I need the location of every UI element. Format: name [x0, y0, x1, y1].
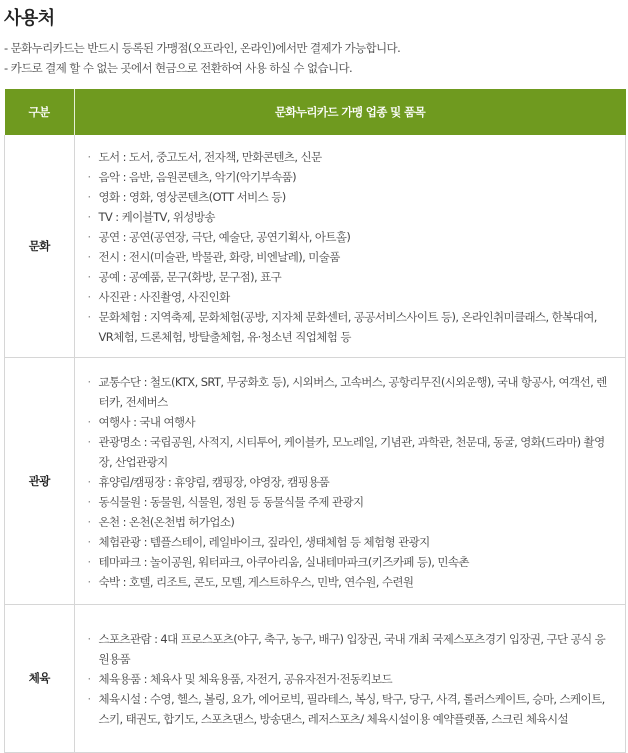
item-list	[87, 362, 614, 600]
list-item: · 스포츠관람 : 4대 프로스포츠(야구, 축구, 농구, 배구) 입장권, 국내 개최 국제스포츠경기 입장권, 구단 공식 응원용품	[87, 629, 614, 669]
list-item: · 휴양림/캠핑장 : 휴양림, 캠핑장, 야영장, 캠핑용품	[87, 472, 614, 492]
list-item: · 테마파크 : 놀이공원, 워터파크, 아쿠아리움, 실내테마파크(키즈카페 등), 민속촌	[87, 552, 614, 572]
category-items-cell	[74, 357, 626, 604]
list-item: · 체육용품 : 체육사 및 체육용품, 자전거, 공유자전거·전동킥보드	[87, 669, 614, 689]
category-items-cell	[74, 604, 626, 752]
list-item: · 전시 : 전시(미술관, 박물관, 화랑, 비엔날레), 미술품	[87, 247, 614, 267]
list-item: · 도서 : 도서, 중고도서, 전자책, 만화콘텐츠, 신문	[87, 147, 614, 167]
list-item: · 문화체험 : 지역축제, 문화체험(공방, 지자체 문화센터, 공공서비스사이트 등), 온라인취미클래스, 한복대여, VR체험, 드론체험, 방탈출체험, 유·청소년 직업체험 등	[87, 307, 614, 347]
notice-item: - 문화누리카드는 반드시 등록된 가맹점(오프라인, 온라인)에서만 결제가 가능합니다.	[4, 41, 401, 55]
item-list	[87, 619, 614, 737]
category-culture: 문화	[5, 135, 75, 357]
category-items-cell	[74, 135, 626, 357]
column-header-category: 구분	[5, 89, 75, 135]
item-list	[87, 137, 614, 355]
merchant-category-table	[4, 89, 626, 753]
list-item: · 영화 : 영화, 영상콘텐츠(OTT 서비스 등)	[87, 187, 614, 207]
list-item: · 사진관 : 사진촬영, 사진인화	[87, 287, 614, 307]
list-item: · 여행사 : 국내 여행사	[87, 412, 614, 432]
category-sports: 체육	[5, 604, 75, 752]
category-tourism: 관광	[5, 357, 75, 604]
list-item: · 온천 : 온천(온천법 허가업소)	[87, 512, 614, 532]
column-header-items: 문화누리카드 가맹 업종 및 품목	[74, 89, 626, 135]
table-row-culture	[5, 135, 626, 357]
table-row-tourism	[5, 357, 626, 604]
notice-list	[4, 38, 400, 78]
table-header-row	[5, 89, 626, 135]
list-item: · 교통수단 : 철도(KTX, SRT, 무궁화호 등), 시외버스, 고속버스, 공항리무진(시외운행), 국내 항공사, 여객선, 렌터카, 전세버스	[87, 372, 614, 412]
list-item: · 공예 : 공예품, 문구(화방, 문구점), 표구	[87, 267, 614, 287]
list-item: · 관광명소 : 국립공원, 사적지, 시티투어, 케이블카, 모노레일, 기념관, 과학관, 천문대, 동굴, 영화(드라마) 촬영장, 산업관광지	[87, 432, 614, 472]
list-item: · 공연 : 공연(공연장, 극단, 예술단, 공연기획사, 아트홀)	[87, 227, 614, 247]
list-item: · 동식물원 : 동물원, 식물원, 정원 등 동물식물 주제 관광지	[87, 492, 614, 512]
list-item: · TV : 케이블TV, 위성방송	[87, 207, 614, 227]
list-item: · 음악 : 음반, 음원콘텐츠, 악기(악기부속품)	[87, 167, 614, 187]
table-row-sports	[5, 604, 626, 752]
page-title: 사용처	[4, 8, 55, 29]
list-item: · 체험관광 : 템플스테이, 레일바이크, 짚라인, 생태체험 등 체험형 관광지	[87, 532, 614, 552]
list-item: · 체육시설 : 수영, 헬스, 볼링, 요가, 에어로빅, 필라테스, 복싱, 탁구, 당구, 사격, 롤러스케이트, 승마, 스케이트, 스키, 태권도, 합기도, 스포츠댄스, 방송댄스, 레저스포츠/ 체육시설이용 예약플랫폼, 스크린 체육시설	[87, 689, 614, 729]
notice-item: - 카드로 결제 할 수 없는 곳에서 현금으로 전환하여 사용 하실 수 없습니다.	[4, 61, 353, 75]
list-item: · 숙박 : 호텔, 리조트, 콘도, 모텔, 게스트하우스, 민박, 연수원, 수련원	[87, 572, 614, 592]
